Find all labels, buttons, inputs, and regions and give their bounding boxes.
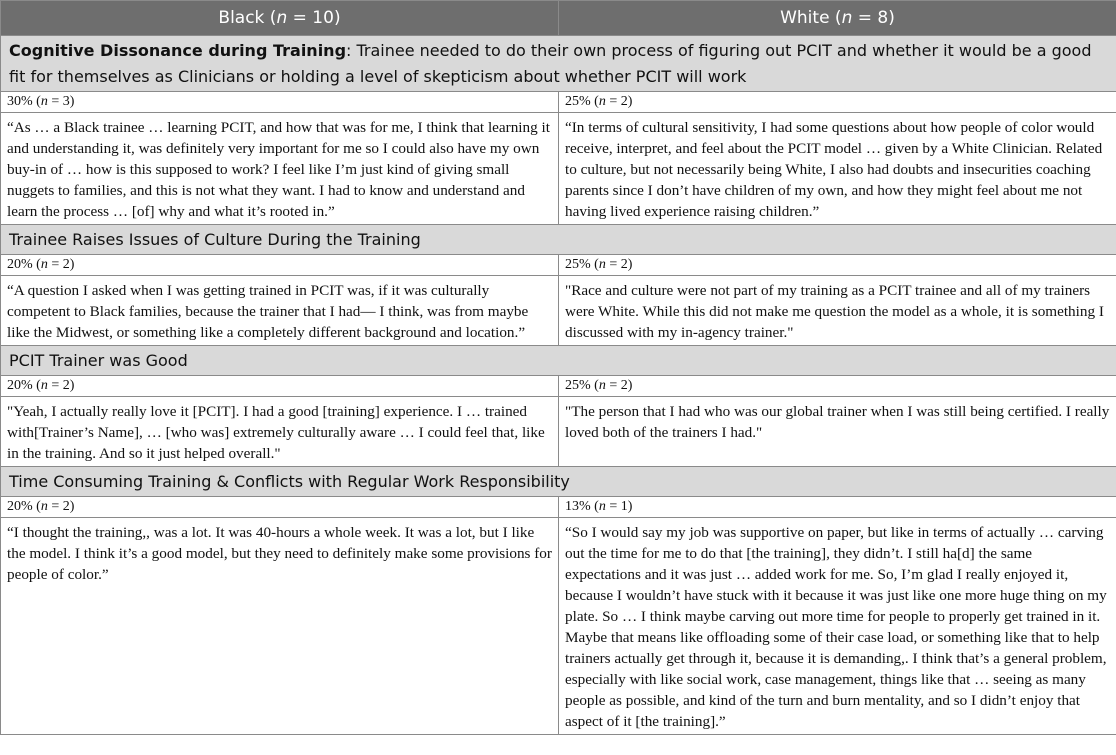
black-percent: 20% (n = 2) <box>1 497 559 518</box>
white-percent: 25% (n = 2) <box>559 255 1116 276</box>
header-white: White (n = 8) <box>559 1 1116 36</box>
percent-row <box>1 92 1116 113</box>
black-quote: "Yeah, I actually really love it [PCIT]. I had a good [training] experience. I … trained with[Trainer’s Name], … [who was] extremely culturally aware … I could feel that, like in the training. And so it just helped overall." <box>1 397 559 467</box>
black-quote: “A question I asked when I was getting trained in PCIT was, if it was culturally competent to Black families, because the trainer that I had— I think, was from maybe like the Midwest, or something like a completely different background and location.” <box>1 276 559 346</box>
white-percent: 25% (n = 2) <box>559 376 1116 397</box>
percent-row <box>1 255 1116 276</box>
theme-row <box>1 467 1116 497</box>
white-quote: “So I would say my job was supportive on paper, but like in terms of actually … carving out the time for me to do that [the training], they didn’t. I still ha[d] the same expectations and it was just … added work for me. So, I’m glad I really enjoyed it, because I wouldn’t have stuck with it because it was just like one more huge thing on my plate. So … I think maybe carving out more time for people to properly get trained in it. Maybe that means like offloading some of their case load, or something like that to help trainers actually get through it, because it is demanding,. I think that’s a general problem, especially with like social work, case management, things like that … seeing as many people as possible, and kind of the turn and burn mentality, and so I didn’t enjoy that aspect of it [the training].” <box>559 518 1116 735</box>
percent-row <box>1 497 1116 518</box>
white-quote: "Race and culture were not part of my training as a PCIT trainee and all of my trainers were White. While this did not make me question the model as a whole, it is something I discussed with my in-agency trainer." <box>559 276 1116 346</box>
white-quote: “In terms of cultural sensitivity, I had some questions about how people of color would receive, interpret, and feel about the PCIT model … given by a White Clinician. Related to culture, but not necessarily being White, I also had doubts and insecurities coaching parents since I don’t have children of my own, and how they might feel about me not having lived experience raising children.” <box>559 113 1116 225</box>
header-black: Black (n = 10) <box>1 1 559 36</box>
quote-row <box>1 113 1116 225</box>
percent-row <box>1 376 1116 397</box>
white-percent: 13% (n = 1) <box>559 497 1116 518</box>
black-percent: 20% (n = 2) <box>1 255 559 276</box>
black-percent: 30% (n = 3) <box>1 92 559 113</box>
theme-row <box>1 225 1116 255</box>
theme-title: Time Consuming Training & Conflicts with Regular Work Responsibility <box>1 467 1116 497</box>
quote-row <box>1 397 1116 467</box>
theme-row <box>1 346 1116 376</box>
black-quote: “As … a Black trainee … learning PCIT, and how that was for me, I think that learning it and understanding it, was definitely very important for me so I could also have my own buy-in of … how is this supposed to work? I feel like I’m just kind of giving small nuggets to families, and this is not what they want. I had to know and understand and learn the process … [of] why and what it’s rooted in.” <box>1 113 559 225</box>
quote-row <box>1 518 1116 735</box>
theme-row <box>1 36 1116 92</box>
white-percent: 25% (n = 2) <box>559 92 1116 113</box>
theme-title: PCIT Trainer was Good <box>1 346 1116 376</box>
black-quote: “I thought the training,, was a lot. It was 40-hours a whole week. It was a lot, but I like the model. I think it’s a good model, but they need to definitely make some provisions for people of color.” <box>1 518 559 735</box>
white-quote: "The person that I had who was our global trainer when I was still being certified. I really loved both of the trainers I had." <box>559 397 1116 467</box>
quote-row <box>1 276 1116 346</box>
black-percent: 20% (n = 2) <box>1 376 559 397</box>
header-row <box>1 1 1116 36</box>
theme-title: Cognitive Dissonance during Training: Trainee needed to do their own process of figuring out PCIT and whether it would be a good fit for themselves as Clinicians or holding a level of skepticism about whether PCIT will work <box>1 36 1116 92</box>
theme-title: Trainee Raises Issues of Culture During the Training <box>1 225 1116 255</box>
